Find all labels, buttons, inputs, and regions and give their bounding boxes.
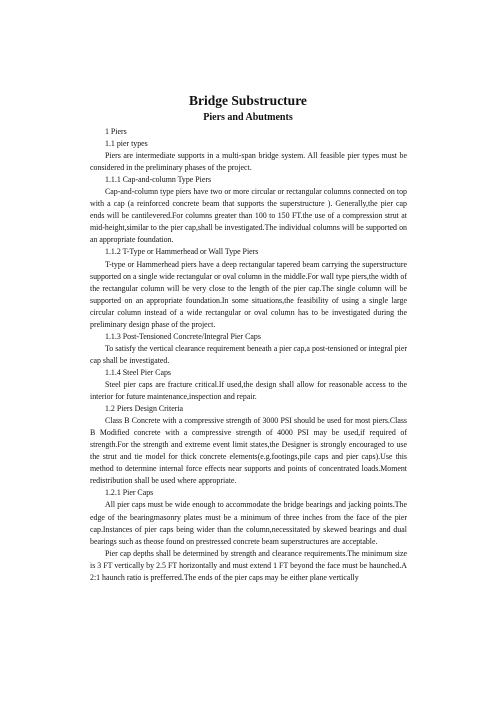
body-paragraph: Pier cap depths shall be determined by strength and clearance requirements.The minimum size is 3 FT vertically by 2.5 FT horizontally and must extend 1 FT beyond the face must be haunched.A 2:1 haunch ratio is prefferred.The ends of the pier caps may be either plane vertically — [90, 548, 407, 582]
section-heading: 1.2.1 Pier Caps — [105, 488, 154, 498]
section-heading: 1 Piers — [105, 127, 127, 136]
section-heading: 1.1.4 Steel Pier Caps — [105, 367, 171, 377]
section-heading: 1.1.3 Post-Tensioned Concrete/Integral Pier Caps — [105, 331, 261, 341]
section-heading: 1.2 Piers Design Criteria — [105, 404, 184, 414]
document-subtitle: Piers and Abutments — [203, 112, 293, 123]
document-title: Bridge Substructure — [189, 93, 307, 108]
section-heading: 1.1 pier types — [105, 139, 148, 149]
section-heading: 1.1.2 T-Type or Hammerhead or Wall Type Piers — [105, 247, 259, 257]
section-heading: 1.1.1 Cap-and-column Type Piers — [105, 175, 212, 185]
document-body — [90, 126, 407, 584]
body-paragraph: T-type or Hammerhead piers have a deep rectangular tapered beam carrying the superstructure supported on a single wide rectangular or oval column in the middle.For wall type piers,the width of the rectangular column will be very close to the length of the pier cap.The single column will be supported on an appropriate foundation.In some situations,the feasibility of using a single large circular column instead of a wide rectangular or oval column has to be investigated during the preliminary design phase of the project. — [90, 259, 407, 329]
body-paragraph: Cap-and-column type piers have two or more circular or rectangular columns connected on top with a cap (a reinforced concrete beam that supports the superstructure ). Generally,the pier cap ends will be cantilevered.For columns greater than 100 to 150 FT.the use of a compression strut at mid-height,similar to the pier cap,shall be investigated.The individual columns will be supported on an appropriate foundation. — [90, 187, 407, 245]
body-paragraph: Piers are intermediate supports in a multi-span bridge system. All feasible pier types must be considered in the preliminary phases of the project. — [90, 151, 407, 173]
body-paragraph: Class B Concrete with a compressive strength of 3000 PSI should be used for most piers.Class B Modified concrete with a compressive strength of 4000 PSI may be used,if required of strength.For the strength and extreme event limit states,the Designer is strongly encouraged to use the strut and tie model for thick concrete elements(e.g.footings,pile caps and pier caps).Use this method to determine internal force effects near supports and points of concentrated loads.Moment redistribution shall be used where appropriate. — [90, 416, 407, 486]
body-paragraph: Steel pier caps are fracture critical.If used,the design shall allow for reasonable access to the interior for future maintenance,inspection and repair. — [90, 379, 407, 402]
body-paragraph: To satisfy the vertical clearance requirement beneath a pier cap,a post-tensioned or integral pier cap shall be investigated. — [90, 343, 407, 365]
body-paragraph: All pier caps must be wide enough to accommodate the bridge bearings and jacking points.The edge of the bearingmasonry plates must be a minimum of three inches from the face of the pier cap.Instances of pier caps being wider than the column,necessitated by skewed bearings and dual bearings such as theose found on prestressed concrete beam superstructures are acceptable. — [90, 500, 407, 546]
